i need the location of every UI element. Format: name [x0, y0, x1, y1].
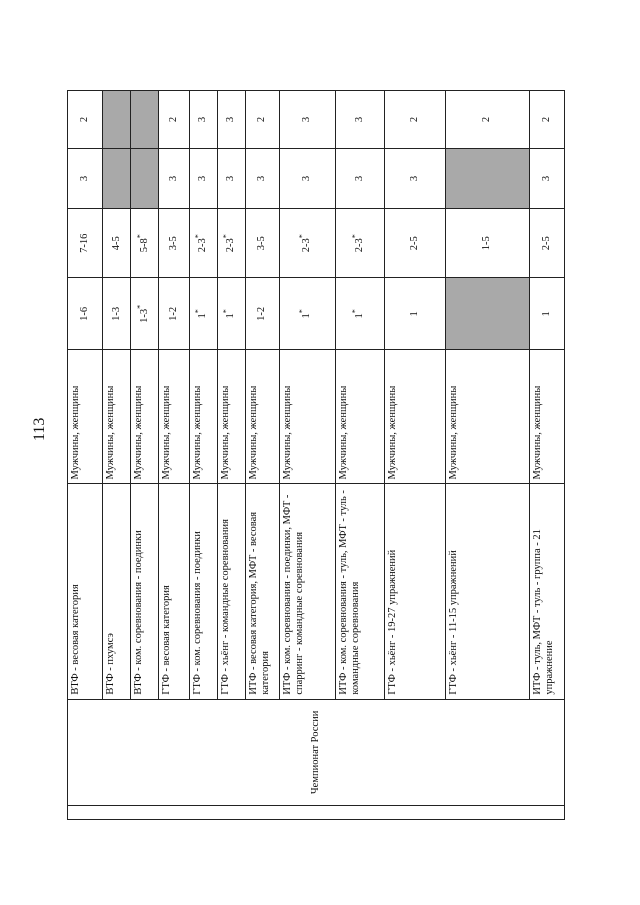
places2-cell: 2-3* — [279, 209, 335, 278]
col4-cell: 2 — [159, 91, 189, 149]
gender-cell: Мужчины, женщины — [131, 350, 159, 484]
places-cell — [445, 278, 529, 350]
gender-cell: Мужчины, женщины — [217, 350, 245, 484]
col4-cell: 2 — [384, 91, 445, 149]
col4-cell: 2 — [445, 91, 529, 149]
places2-cell: 4-5 — [103, 209, 131, 278]
places-cell: 1-3* — [131, 278, 159, 350]
places-cell: 1* — [189, 278, 217, 350]
gender-cell: Мужчины, женщины — [529, 350, 564, 484]
discipline-cell: ГТФ - хьёнг - 11-15 упражнений — [445, 484, 529, 699]
places2-cell: 7-16 — [68, 209, 103, 278]
gender-cell: Мужчины, женщины — [384, 350, 445, 484]
gender-cell: Мужчины, женщины — [103, 350, 131, 484]
col3-cell: 3 — [384, 148, 445, 208]
discipline-cell: ВТФ - ком. соревнования - поединки — [131, 484, 159, 699]
places-cell: 1-2 — [159, 278, 189, 350]
col3-cell — [103, 148, 131, 208]
results-table — [67, 90, 565, 820]
discipline-cell: ВТФ - весовая категория — [68, 484, 103, 699]
col3-cell: 3 — [217, 148, 245, 208]
col3-cell: 3 — [68, 148, 103, 208]
col3-cell: 3 — [335, 148, 384, 208]
places-cell: 1-2 — [245, 278, 279, 350]
places2-cell: 5-8* — [131, 209, 159, 278]
col3-cell: 3 — [159, 148, 189, 208]
col4-cell: 2 — [68, 91, 103, 149]
discipline-cell: ИТФ - ком. соревнования - поединки, МФТ - спарринг - командные соревнования — [279, 484, 335, 699]
places2-cell: 1-5 — [445, 209, 529, 278]
places2-cell: 2-5 — [384, 209, 445, 278]
places2-cell: 2-3* — [189, 209, 217, 278]
places-cell: 1 — [529, 278, 564, 350]
gender-cell: Мужчины, женщины — [279, 350, 335, 484]
discipline-cell: ГТФ - хьёнг - 19-27 упражнений — [384, 484, 445, 699]
places-cell: 1 — [384, 278, 445, 350]
page-number: 113 — [31, 417, 48, 441]
places-cell: 1* — [279, 278, 335, 350]
places2-cell: 3-5 — [245, 209, 279, 278]
places-cell: 1* — [217, 278, 245, 350]
col3-cell: 3 — [279, 148, 335, 208]
col4-cell: 3 — [279, 91, 335, 149]
col3-cell — [445, 148, 529, 208]
places-cell: 1-3 — [103, 278, 131, 350]
col4-cell: 2 — [529, 91, 564, 149]
col3-cell: 3 — [245, 148, 279, 208]
col4-cell: 3 — [217, 91, 245, 149]
discipline-cell: ИТФ - ком. соревнования - туль, МФТ - туль - командные соревнования — [335, 484, 384, 699]
places-cell: 1-6 — [68, 278, 103, 350]
col4-cell — [103, 91, 131, 149]
col4-cell: 2 — [245, 91, 279, 149]
col4-cell: 3 — [189, 91, 217, 149]
places2-cell: 2-3* — [335, 209, 384, 278]
col3-cell: 3 — [529, 148, 564, 208]
discipline-cell: ГТФ - весовая категория — [159, 484, 189, 699]
results-table-wrapper — [67, 90, 565, 820]
places-cell: 1* — [335, 278, 384, 350]
discipline-cell: ГТФ - ком. соревнования - поединки — [189, 484, 217, 699]
gender-cell: Мужчины, женщины — [245, 350, 279, 484]
gender-cell: Мужчины, женщины — [68, 350, 103, 484]
places2-cell: 3-5 — [159, 209, 189, 278]
col3-cell: 3 — [189, 148, 217, 208]
gender-cell: Мужчины, женщины — [445, 350, 529, 484]
table-row — [68, 91, 103, 820]
discipline-cell: ИТФ - весовая категория, МФТ - весовая категория — [245, 484, 279, 699]
places2-cell: 2-3* — [217, 209, 245, 278]
gender-cell: Мужчины, женщины — [189, 350, 217, 484]
discipline-cell: ГТФ - хьёнг - командные соревнования — [217, 484, 245, 699]
gender-cell: Мужчины, женщины — [335, 350, 384, 484]
blank-left-column — [68, 806, 565, 820]
section-label: Чемпионат России — [68, 699, 565, 805]
discipline-cell: ВТФ - пхумсэ — [103, 484, 131, 699]
col4-cell: 3 — [335, 91, 384, 149]
col4-cell — [131, 91, 159, 149]
col3-cell — [131, 148, 159, 208]
discipline-cell: ИТФ - туль, МФТ - туль - группа - 21 упражнение — [529, 484, 564, 699]
places2-cell: 2-5 — [529, 209, 564, 278]
gender-cell: Мужчины, женщины — [159, 350, 189, 484]
